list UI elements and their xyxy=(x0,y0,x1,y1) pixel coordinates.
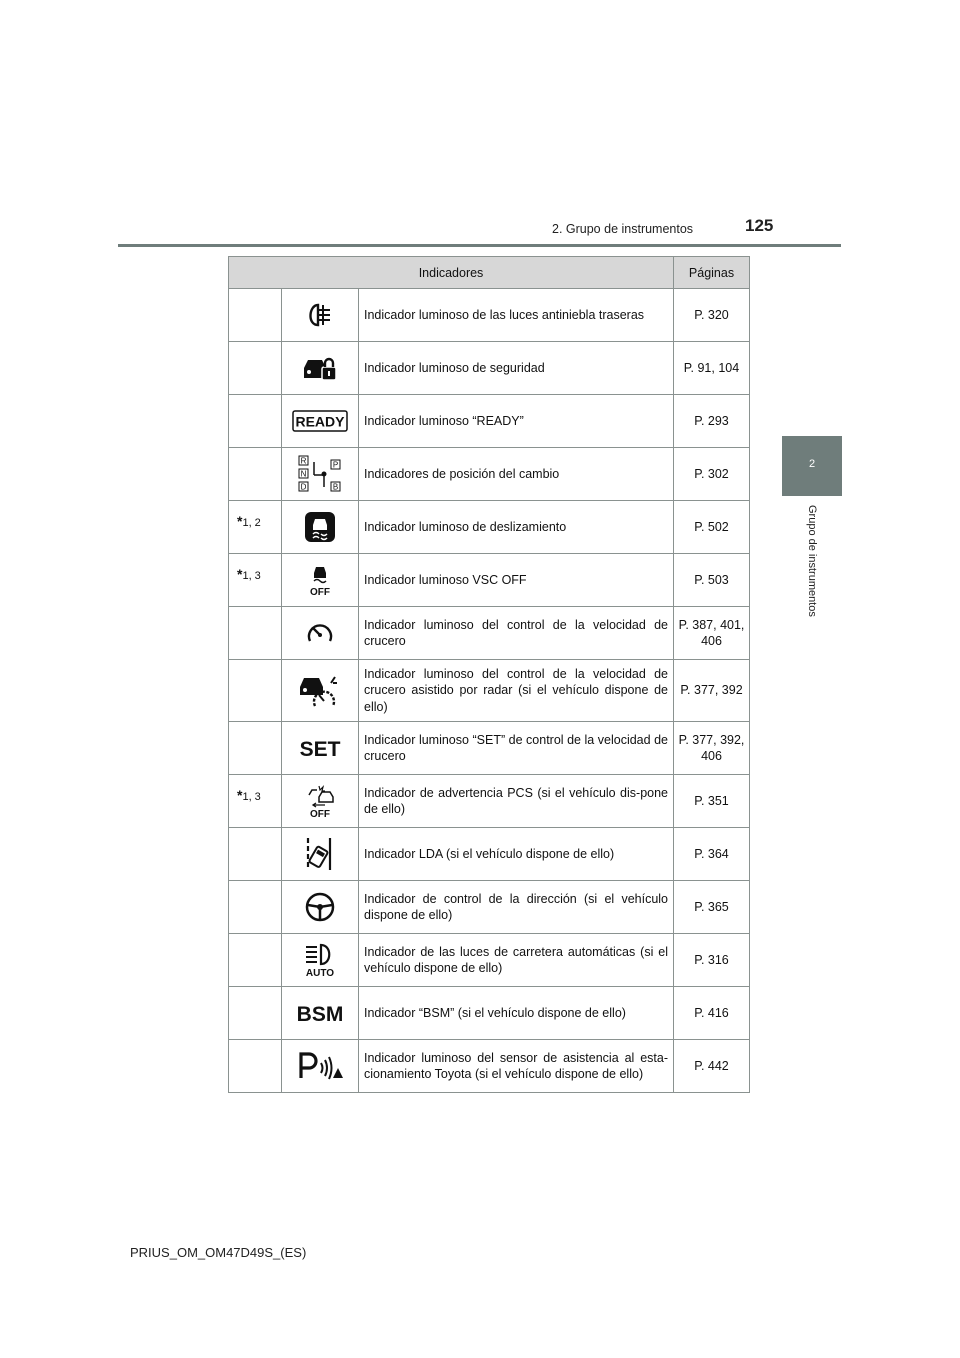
description-cell: Indicador luminoso “READY” xyxy=(359,395,674,448)
table-row xyxy=(229,395,750,448)
note-cell xyxy=(229,607,282,660)
note-cell: *1, 2 xyxy=(229,501,282,554)
description-cell: Indicador LDA (si el vehículo dispone de ello) xyxy=(359,828,674,881)
header-rule xyxy=(118,244,841,247)
bsm-text: BSM xyxy=(296,1003,344,1026)
ready-icon xyxy=(292,410,348,432)
description-cell: Indicador luminoso de deslizamiento xyxy=(359,501,674,554)
icon-cell xyxy=(282,660,359,722)
chapter-label: Grupo de instrumentos xyxy=(806,505,818,617)
icon-cell xyxy=(282,448,359,501)
note-cell xyxy=(229,934,282,987)
note-cell xyxy=(229,722,282,775)
table-row xyxy=(229,775,750,828)
page-ref-cell: P. 442 xyxy=(674,1040,750,1093)
chapter-number: 2 xyxy=(808,458,816,470)
auto-text: AUTO xyxy=(305,968,335,978)
note-cell xyxy=(229,828,282,881)
table-row xyxy=(229,342,750,395)
cruise-control-icon xyxy=(304,619,336,647)
description-cell: Indicador luminoso del control de la velocidad de crucero asistido por radar (si el vehículo dispone de ello) xyxy=(359,660,674,722)
table-row xyxy=(229,934,750,987)
parking-sensor-icon xyxy=(297,1051,343,1081)
table-row xyxy=(229,722,750,775)
shift-letter: P xyxy=(332,460,339,470)
page-ref-cell: P. 503 xyxy=(674,554,750,607)
icon-cell xyxy=(282,395,359,448)
table-row xyxy=(229,501,750,554)
icon-cell xyxy=(282,554,359,607)
footnote-ref: 1, 2 xyxy=(242,517,261,529)
chapter-tab xyxy=(782,436,842,496)
ready-icon-text: READY xyxy=(295,413,345,430)
note-cell xyxy=(229,342,282,395)
page-ref-cell: P. 364 xyxy=(674,828,750,881)
icon-cell xyxy=(282,934,359,987)
shift-letter: B xyxy=(332,482,339,492)
page-ref-cell: P. 365 xyxy=(674,881,750,934)
rear-fog-light-icon xyxy=(303,300,337,330)
note-cell xyxy=(229,395,282,448)
note-cell: *1, 3 xyxy=(229,554,282,607)
shift-letter: R xyxy=(300,456,307,466)
note-cell xyxy=(229,448,282,501)
set-text: SET xyxy=(299,738,341,760)
icon-cell xyxy=(282,1040,359,1093)
table-row xyxy=(229,554,750,607)
note-cell xyxy=(229,881,282,934)
table-header-row xyxy=(229,257,750,289)
note-cell xyxy=(229,289,282,342)
page-ref-cell: P. 91, 104 xyxy=(674,342,750,395)
page-ref-cell: P. 351 xyxy=(674,775,750,828)
description-cell: Indicador luminoso VSC OFF xyxy=(359,554,674,607)
description-cell: Indicadores de posición del cambio xyxy=(359,448,674,501)
set-icon xyxy=(298,736,342,760)
slip-indicator-icon xyxy=(304,511,336,543)
table-row xyxy=(229,881,750,934)
icon-cell xyxy=(282,987,359,1040)
icon-cell xyxy=(282,881,359,934)
icon-cell xyxy=(282,501,359,554)
description-cell: Indicador luminoso “SET” de control de la velocidad de crucero xyxy=(359,722,674,775)
auto-high-beam-icon xyxy=(300,942,340,978)
page-ref-cell: P. 320 xyxy=(674,289,750,342)
description-cell: Indicador “BSM” (si el vehículo dispone de ello) xyxy=(359,987,674,1040)
table-row xyxy=(229,607,750,660)
footnote-ref: 1, 3 xyxy=(242,791,261,803)
description-cell: Indicador de control de la dirección (si el vehículo dispone de ello) xyxy=(359,881,674,934)
note-cell: *1, 3 xyxy=(229,775,282,828)
vsc-off-icon xyxy=(303,563,337,597)
page-ref-cell: P. 416 xyxy=(674,987,750,1040)
off-text: OFF xyxy=(310,809,330,819)
shift-letter: N xyxy=(300,469,307,479)
radar-cruise-icon xyxy=(297,673,343,709)
description-cell: Indicador luminoso de las luces antiniebla traseras xyxy=(359,289,674,342)
table-row xyxy=(229,828,750,881)
page-ref-cell: P. 377, 392, 406 xyxy=(674,722,750,775)
icon-cell xyxy=(282,289,359,342)
description-cell: Indicador de advertencia PCS (si el vehículo dis-pone de ello) xyxy=(359,775,674,828)
description-cell: Indicador de las luces de carretera automáticas (si el vehículo dispone de ello) xyxy=(359,934,674,987)
description-cell: Indicador luminoso de seguridad xyxy=(359,342,674,395)
table-row xyxy=(229,660,750,722)
note-cell xyxy=(229,660,282,722)
steering-control-icon xyxy=(304,891,336,923)
note-cell xyxy=(229,987,282,1040)
header-indicators: Indicadores xyxy=(229,257,674,289)
table-row xyxy=(229,448,750,501)
off-text: OFF xyxy=(310,587,330,597)
chapter-label-container xyxy=(804,505,818,635)
page-ref-cell: P. 316 xyxy=(674,934,750,987)
page-ref-cell: P. 377, 392 xyxy=(674,660,750,722)
description-cell: Indicador luminoso del control de la velocidad de crucero xyxy=(359,607,674,660)
pcs-off-icon xyxy=(303,783,337,819)
page-number: 125 xyxy=(745,216,774,235)
page-ref-cell: P. 387, 401, 406 xyxy=(674,607,750,660)
shift-letter: D xyxy=(300,482,307,492)
icon-cell xyxy=(282,607,359,660)
indicator-table xyxy=(228,256,750,1093)
footer-document-code: PRIUS_OM_OM47D49S_(ES) xyxy=(130,1245,307,1260)
description-cell: Indicador luminoso del sensor de asistencia al esta-cionamiento Toyota (si el vehículo dispone de ello) xyxy=(359,1040,674,1093)
table-row xyxy=(229,1040,750,1093)
page-ref-cell: P. 293 xyxy=(674,395,750,448)
shift-position-icon xyxy=(297,454,343,494)
lda-icon xyxy=(303,836,337,872)
bsm-icon xyxy=(294,1000,346,1026)
table-row xyxy=(229,289,750,342)
icon-cell xyxy=(282,828,359,881)
icon-cell xyxy=(282,775,359,828)
page-ref-cell: P. 302 xyxy=(674,448,750,501)
note-cell xyxy=(229,1040,282,1093)
security-lock-icon xyxy=(300,353,340,383)
icon-cell xyxy=(282,342,359,395)
header-section-title: 2. Grupo de instrumentos xyxy=(552,222,694,236)
icon-cell xyxy=(282,722,359,775)
page-ref-cell: P. 502 xyxy=(674,501,750,554)
footnote-ref: 1, 3 xyxy=(242,570,261,582)
table-row xyxy=(229,987,750,1040)
header-pages: Páginas xyxy=(674,257,750,289)
